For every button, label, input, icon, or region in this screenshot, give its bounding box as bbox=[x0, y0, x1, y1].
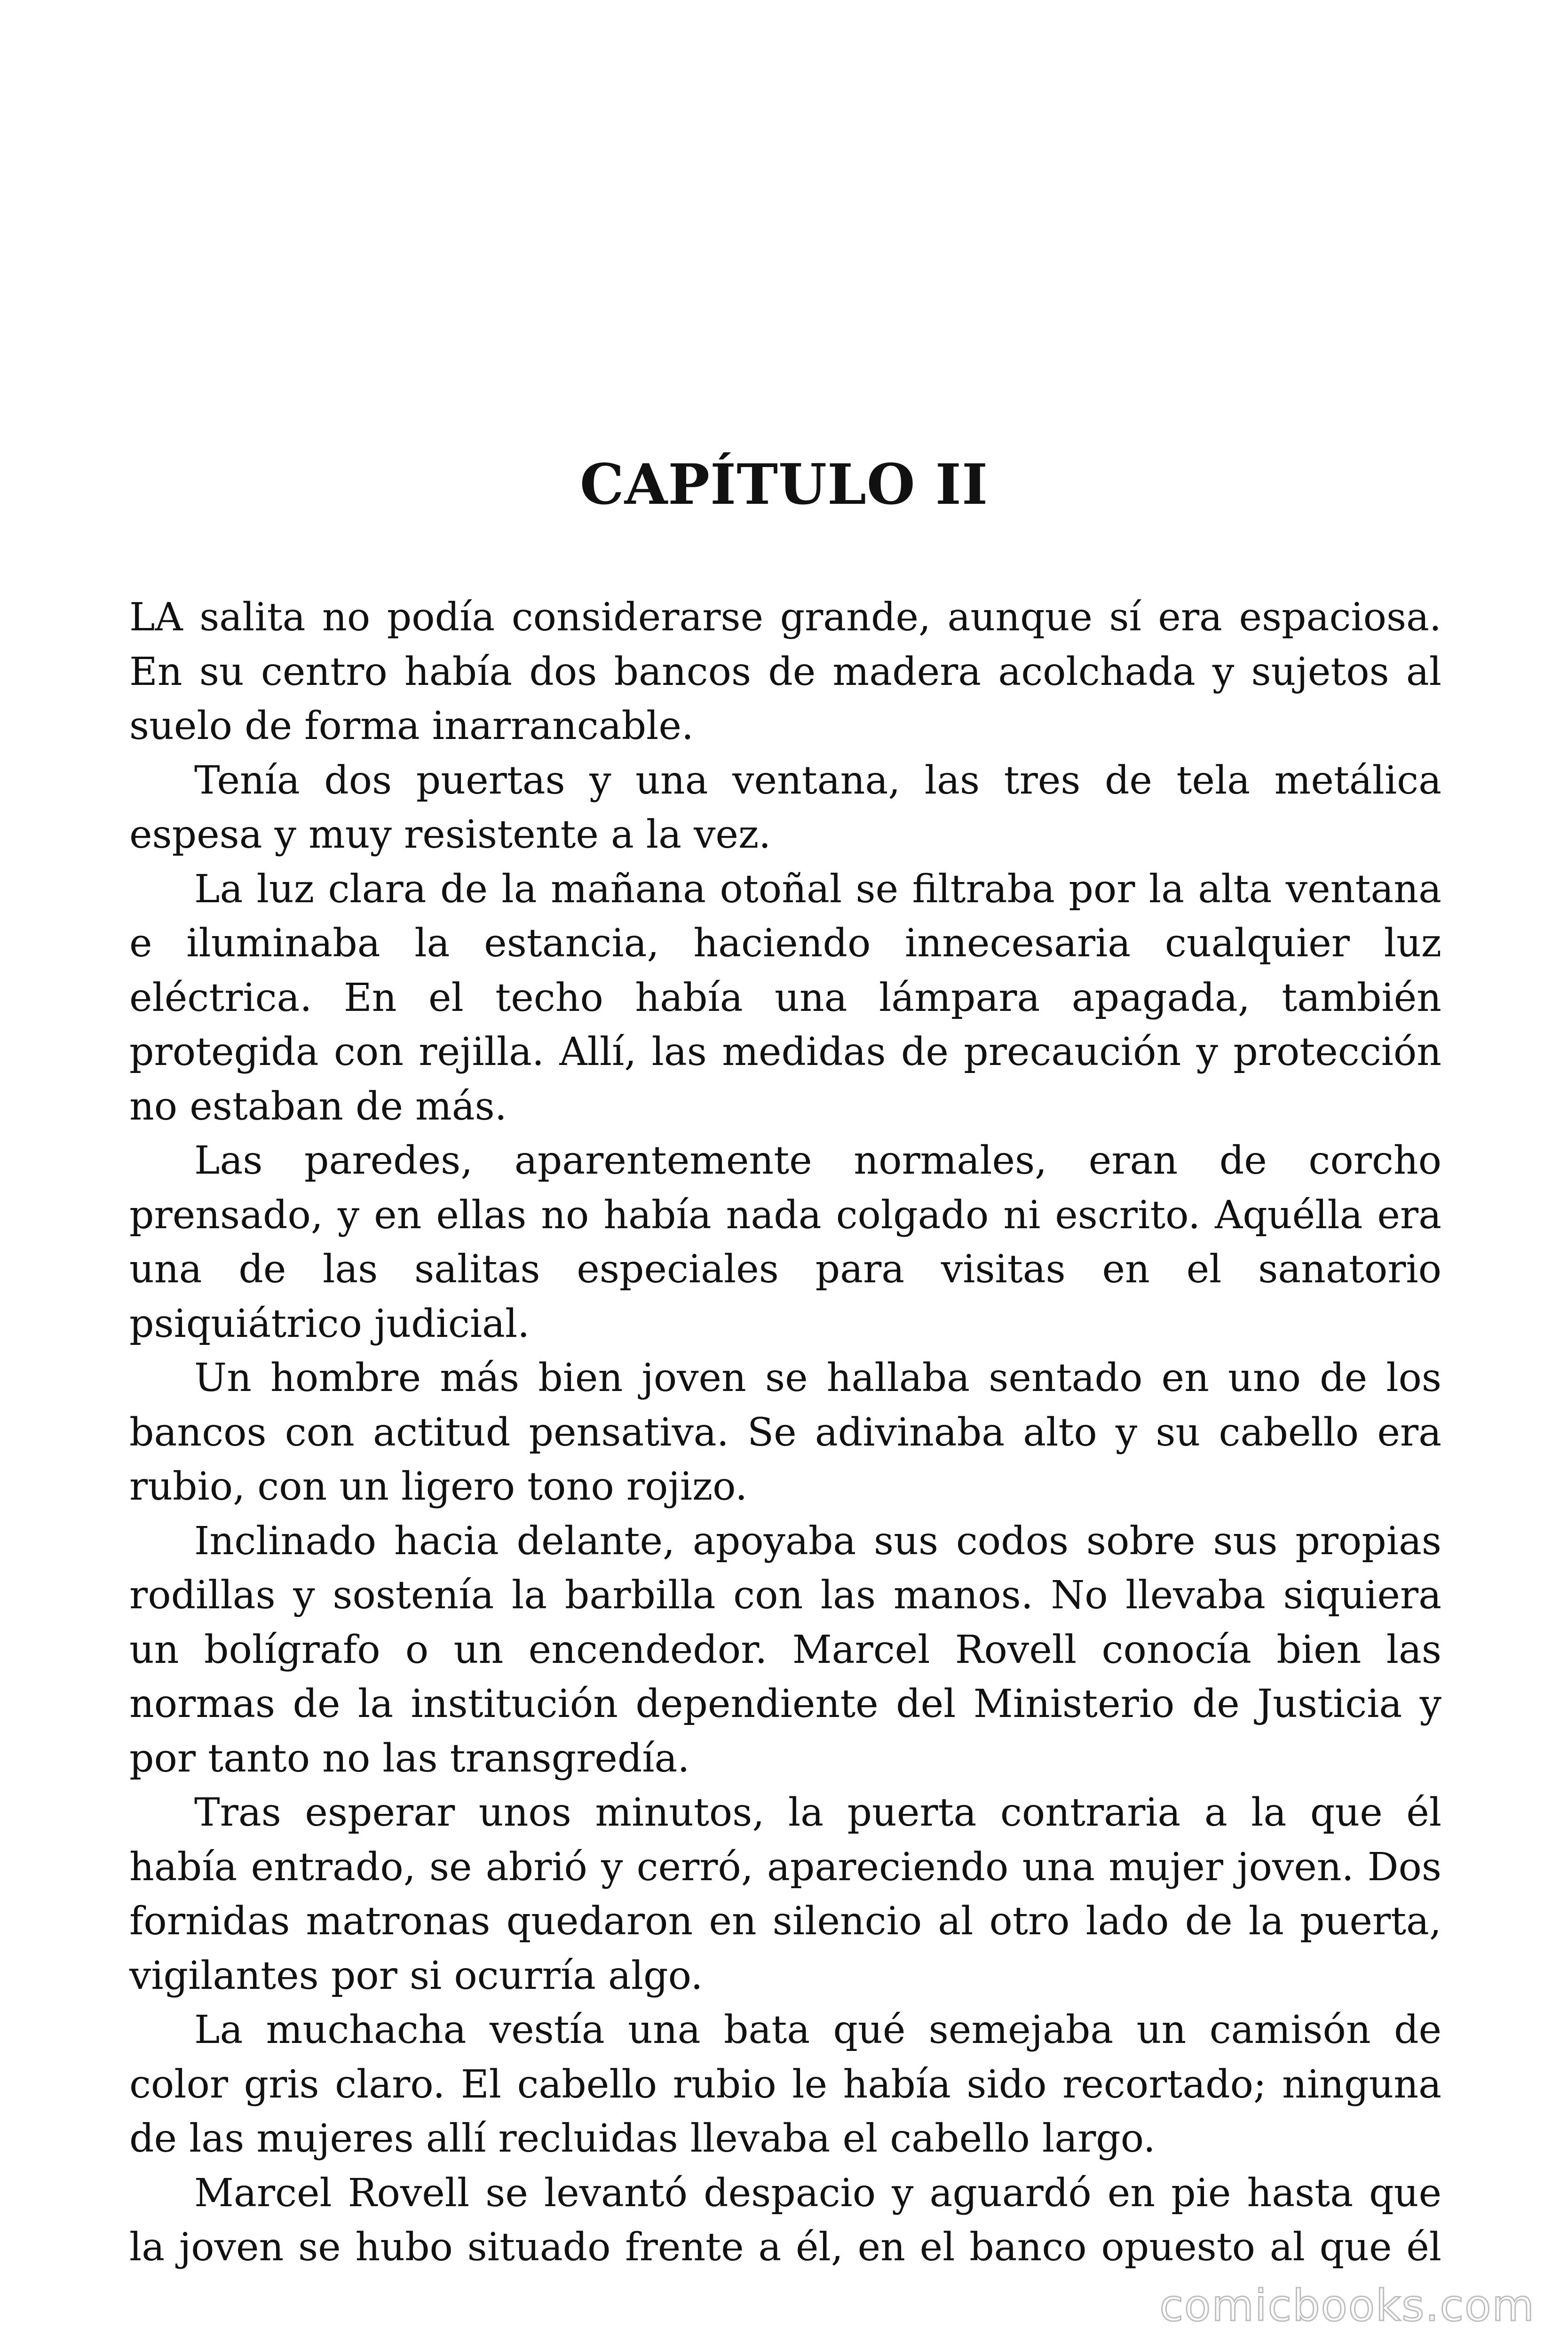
chapter-title: CAPÍTULO II bbox=[579, 452, 989, 517]
paragraph: Tras esperar unos minutos, la puerta contraria a la que él había entrado, se abrió y cerró, apareciendo una mujer joven. Dos fornidas matronas quedaron en silencio al otro lado de la puerta, vigilantes por si ocurría algo. bbox=[129, 1790, 1441, 1998]
chapter-body bbox=[129, 590, 1441, 2275]
paragraph: Las paredes, aparentemente normales, eran de corcho prensado, y en ellas no había nada colgado ni escrito. Aquélla era una de las salitas especiales para visitas en el sanatorio psiquiátrico judicial. bbox=[129, 1138, 1441, 1346]
paragraph: La luz clara de la mañana otoñal se filtraba por la alta ventana e iluminaba la estancia, haciendo innecesaria cualquier luz eléctrica. En el techo había una lámpara apagada, también protegida con rejilla. Allí, las medidas de precaución y protección no estaban de más. bbox=[129, 866, 1441, 1129]
paragraph: La muchacha vestía una bata qué semejaba un camisón de color gris claro. El cabello rubio le había sido recortado; ninguna de las mujeres allí recluidas llevaba el cabello largo. bbox=[129, 2008, 1441, 2161]
paragraph: LA salita no podía considerarse grande, aunque sí era espaciosa. En su centro había dos bancos de madera acolchada y sujetos al suelo de forma inarrancable. bbox=[129, 595, 1441, 748]
paragraph: Inclinado hacia delante, apoyaba sus codos sobre sus propias rodillas y sostenía la barbilla con las manos. No llevaba siquiera un bolígrafo o un encendedor. Marcel Rovell conocía bien las normas de la institución dependiente del Ministerio de Justicia y por tanto no las transgredía. bbox=[129, 1518, 1441, 1781]
paragraph: Un hombre más bien joven se hallaba sentado en uno de los bancos con actitud pensativa. Se adivinaba alto y su cabello era rubio, con un ligero tono rojizo. bbox=[129, 1356, 1441, 1509]
paragraph-continued: Marcel Rovell se levantó despacio y aguardó en pie hasta que la joven se hubo situado frente a él, en el banco opuesto al que él bbox=[129, 2170, 1441, 2270]
paragraph: Tenía dos puertas y una ventana, las tres de tela metálica espesa y muy resistente a la vez. bbox=[129, 758, 1441, 857]
site-watermark: comicbooks.com bbox=[1159, 2280, 1535, 2331]
